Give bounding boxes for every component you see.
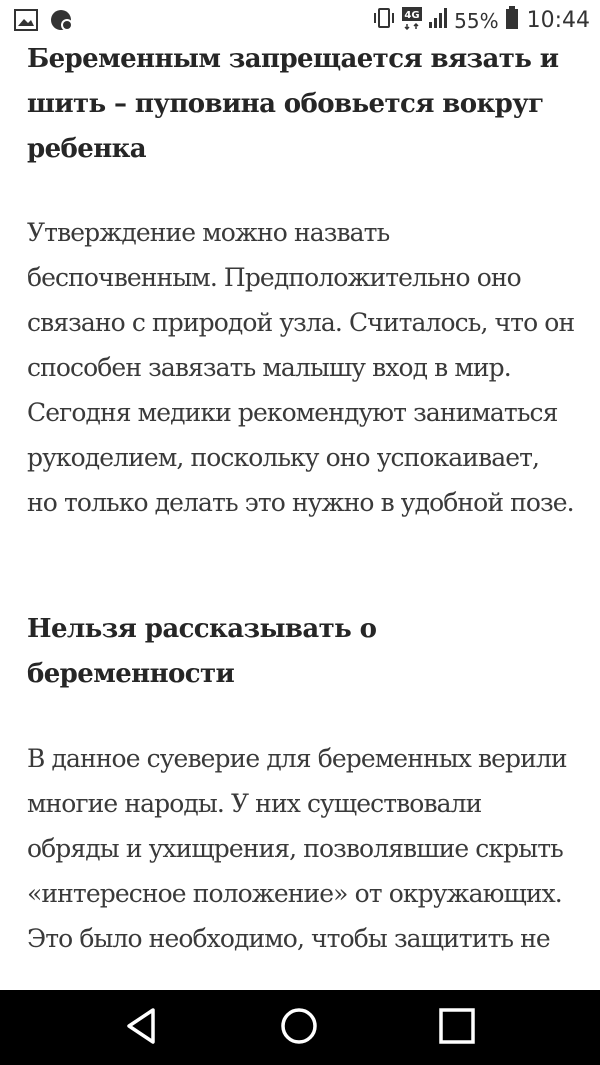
gallery-icon [14, 9, 38, 35]
home-icon [279, 1006, 319, 1050]
navigation-bar [0, 990, 600, 1065]
recent-apps-icon [438, 1007, 476, 1049]
signal-icon [428, 7, 448, 34]
section-heading: Нельзя рассказывать о беременности [27, 614, 377, 689]
home-button[interactable] [277, 1006, 321, 1050]
vibrate-icon [372, 7, 396, 34]
4g-icon [402, 6, 422, 35]
battery-percent: 55% [454, 8, 499, 33]
section-paragraph: Утверждение можно назвать беспочвенным. Предположительно оно связано с природой узла. Считалось, что он способен завязать малышу вход в мир. Сегодня медики рекомендуют заниматься рукоделием, поскольку оно успокаивает, но только делать это нужно в удобной позе. [27, 218, 575, 517]
back-button[interactable] [119, 1006, 163, 1050]
recent-apps-button[interactable] [435, 1006, 479, 1050]
battery-icon [505, 6, 519, 35]
notification-app-icon [50, 8, 74, 36]
back-icon [123, 1006, 159, 1050]
article-content [27, 40, 575, 990]
section-paragraph: В данное суеверие для беременных верили многие народы. У них существовали обряды и ухищрения, позволявшие скрыть «интересное положение» от окружающих. Это было необходимо, чтобы защитить не [27, 744, 567, 953]
section-heading: Беременным запрещается вязать и шить – пуповина обовьется вокруг ребенка [27, 44, 559, 164]
clock: 10:44 [526, 8, 590, 33]
svg-text:4G: 4G [404, 10, 420, 21]
status-bar [0, 0, 600, 40]
